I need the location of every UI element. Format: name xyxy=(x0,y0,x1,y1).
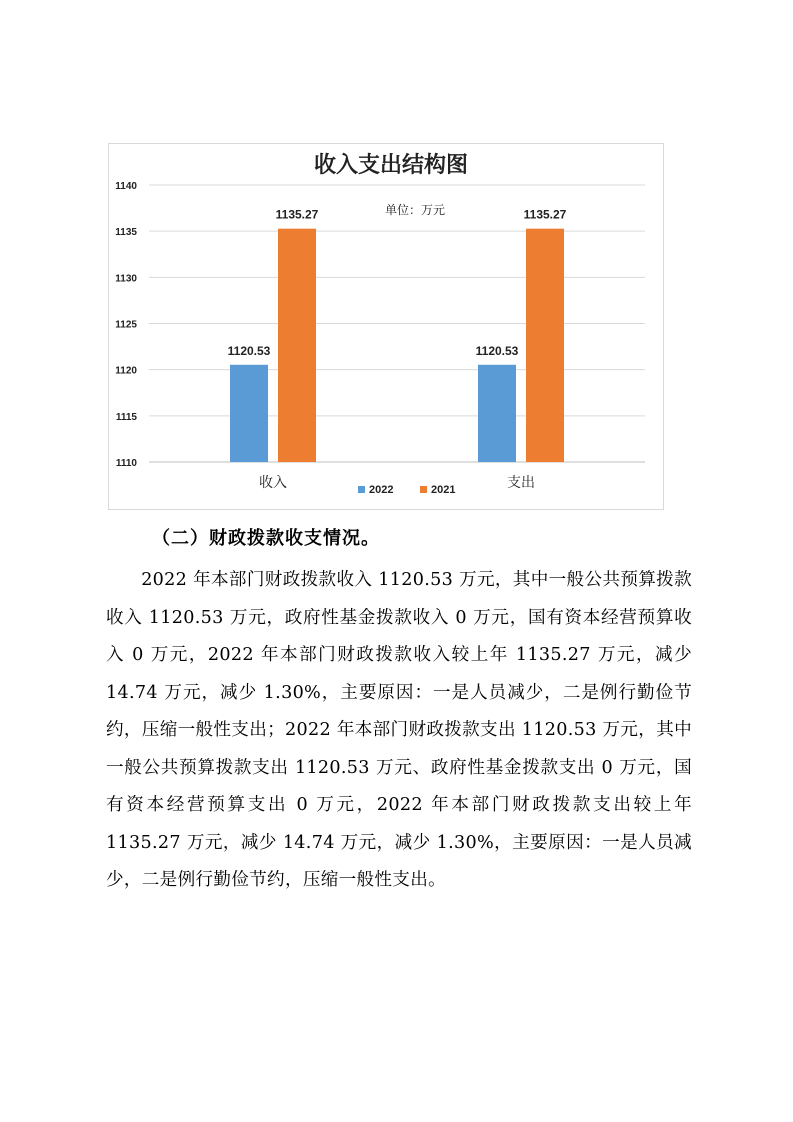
x-category-label: 支出 xyxy=(507,475,535,491)
bar-2021-0 xyxy=(278,229,316,462)
legend-swatch-2021 xyxy=(420,486,427,493)
y-tick-label: 1125 xyxy=(115,319,137,331)
bar-2021-1 xyxy=(526,229,564,462)
data-label: 1120.53 xyxy=(475,343,519,358)
y-axis-ticks xyxy=(115,181,137,469)
data-label: 1120.53 xyxy=(227,343,271,358)
x-category-label: 收入 xyxy=(259,475,287,491)
y-tick-label: 1115 xyxy=(115,411,137,423)
legend xyxy=(358,484,455,496)
y-tick-label: 1135 xyxy=(115,227,137,239)
y-tick-label: 1110 xyxy=(115,458,137,469)
data-label: 1135.27 xyxy=(523,207,567,222)
income-expense-chart xyxy=(108,143,664,510)
y-tick-label: 1130 xyxy=(115,273,137,285)
y-tick-label: 1140 xyxy=(115,181,137,192)
legend-label: 2021 xyxy=(431,484,456,496)
body-paragraph: 2022 年本部门财政拨款收入 1120.53 万元，其中一般公共预算拨款收入 1120.53 万元，政府性基金拨款收入 0 万元，国有资本经营预算收入 0 万元，2022 年本部门财政拨款收入较上年 1135.27 万元，减少 14.74 万元，减少 1.30%，主要原因：一是人员减少，二是例行勤俭节约，压缩一般性支出；2022 年本部门财政拨款支出 1120.53 万元，其中一般公共预算拨款支出 1120.53 万元、政府性基金拨款支出 0 万元，国有资本经营预算支出 0 万元，2022 年本部门财政拨款支出较上年 1135.27 万元，减少 14.74 万元，减少 1.30%，主要原因：一是人员减少，二是例行勤俭节约，压缩一般性支出。 xyxy=(106,570,692,890)
legend-label: 2022 xyxy=(369,484,394,496)
gridlines xyxy=(149,185,645,462)
y-tick-label: 1120 xyxy=(115,365,137,377)
section-heading: （二）财政拨款收支情况。 xyxy=(152,528,380,549)
unit-note: 单位：万元 xyxy=(384,203,446,217)
data-label: 1135.27 xyxy=(275,207,319,222)
bar-chart-svg xyxy=(109,144,665,511)
legend-swatch-2022 xyxy=(358,486,365,493)
chart-title: 收入支出结构图 xyxy=(313,153,469,178)
bar-2022-0 xyxy=(230,365,268,462)
x-axis-categories xyxy=(259,474,535,491)
bar-2022-1 xyxy=(478,365,516,462)
bars xyxy=(228,208,567,462)
